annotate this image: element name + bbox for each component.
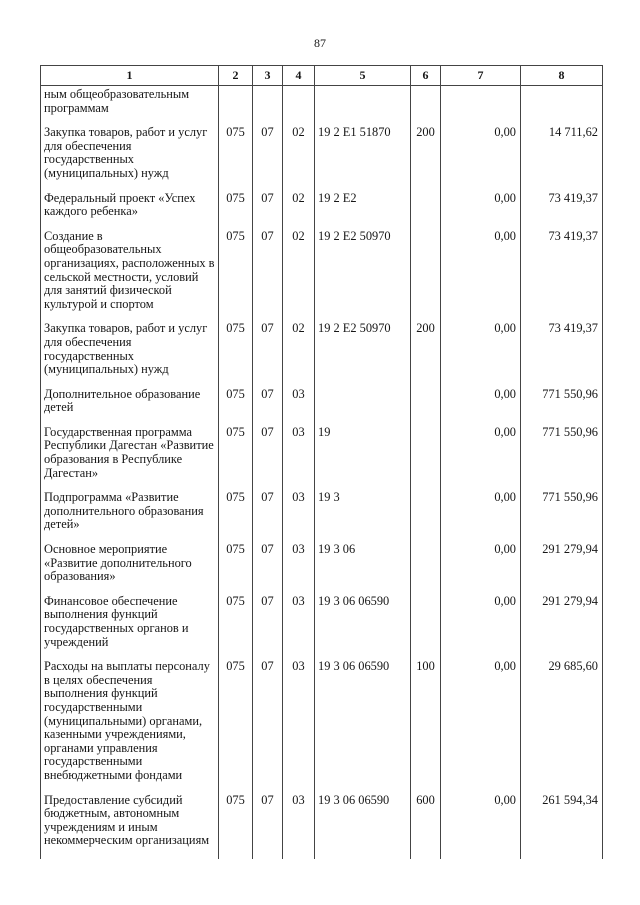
ministry-code: 075 (219, 491, 253, 543)
amount-col8: 771 550,96 (521, 491, 603, 543)
amount-col7: 0,00 (441, 126, 521, 191)
ministry-code: 075 (219, 388, 253, 426)
target-article-code: 19 3 (315, 491, 411, 543)
amount-col7: 0,00 (441, 543, 521, 595)
row-description: Федеральный проект «Успех каждого ребенка» (41, 192, 219, 230)
budget-table-container (40, 65, 602, 848)
row-description: Расходы на выплаты персоналу в целях обеспечения выполнения функций государственными (муниципальными) органами, казенными учреждениями, органами управления государственными внебюджетными фондами (41, 660, 219, 793)
section-code: 07 (253, 230, 283, 323)
section-code: 07 (253, 660, 283, 793)
row-description: ным общеобразовательным программам (41, 86, 219, 127)
table-row (41, 192, 603, 230)
row-description: Государственная программа Республики Дагестан «Развитие образования в Республике Дагестан» (41, 426, 219, 491)
subsection-code: 02 (283, 126, 315, 191)
table-row (41, 543, 603, 595)
row-description: Предоставление субсидий бюджетным, автономным учреждениям и иным некоммерческим организациям (41, 794, 219, 859)
expense-type-code (411, 543, 441, 595)
expense-type-code: 200 (411, 322, 441, 387)
target-article-code: 19 (315, 426, 411, 491)
amount-col7: 0,00 (441, 322, 521, 387)
amount-col8: 291 279,94 (521, 595, 603, 660)
column-header: 5 (315, 66, 411, 86)
table-row (41, 126, 603, 191)
ministry-code: 075 (219, 192, 253, 230)
page-number: 87 (314, 36, 326, 50)
amount-col8: 771 550,96 (521, 388, 603, 426)
table-row (41, 388, 603, 426)
amount-col7: 0,00 (441, 192, 521, 230)
row-description: Создание в общеобразовательных организациях, расположенных в сельской местности, условий для занятий физической культурой и спортом (41, 230, 219, 323)
row-description: Закупка товаров, работ и услуг для обеспечения государственных (муниципальных) нужд (41, 126, 219, 191)
table-row (41, 230, 603, 323)
amount-col7: 0,00 (441, 426, 521, 491)
ministry-code (219, 86, 253, 127)
ministry-code: 075 (219, 322, 253, 387)
section-code: 07 (253, 388, 283, 426)
expense-type-code (411, 192, 441, 230)
amount-col8: 14 711,62 (521, 126, 603, 191)
section-code (253, 86, 283, 127)
section-code: 07 (253, 491, 283, 543)
expense-type-code (411, 230, 441, 323)
section-code: 07 (253, 426, 283, 491)
column-header: 1 (41, 66, 219, 86)
ministry-code: 075 (219, 794, 253, 859)
amount-col8: 771 550,96 (521, 426, 603, 491)
amount-col8: 261 594,34 (521, 794, 603, 859)
amount-col7 (441, 86, 521, 127)
amount-col7: 0,00 (441, 388, 521, 426)
section-code: 07 (253, 322, 283, 387)
amount-col8: 29 685,60 (521, 660, 603, 793)
target-article-code (315, 86, 411, 127)
table-row (41, 426, 603, 491)
section-code: 07 (253, 595, 283, 660)
ministry-code: 075 (219, 126, 253, 191)
column-header: 7 (441, 66, 521, 86)
table-header-row (41, 66, 603, 86)
subsection-code: 03 (283, 595, 315, 660)
amount-col8: 73 419,37 (521, 192, 603, 230)
budget-table (40, 65, 603, 859)
expense-type-code (411, 86, 441, 127)
amount-col8: 73 419,37 (521, 230, 603, 323)
table-row (41, 794, 603, 859)
amount-col7: 0,00 (441, 595, 521, 660)
target-article-code: 19 3 06 06590 (315, 660, 411, 793)
expense-type-code (411, 491, 441, 543)
column-header: 2 (219, 66, 253, 86)
expense-type-code (411, 595, 441, 660)
subsection-code (283, 86, 315, 127)
target-article-code: 19 2 E2 (315, 192, 411, 230)
amount-col7: 0,00 (441, 794, 521, 859)
amount-col7: 0,00 (441, 660, 521, 793)
column-header: 8 (521, 66, 603, 86)
ministry-code: 075 (219, 543, 253, 595)
ministry-code: 075 (219, 426, 253, 491)
expense-type-code: 600 (411, 794, 441, 859)
target-article-code: 19 3 06 06590 (315, 794, 411, 859)
expense-type-code (411, 426, 441, 491)
expense-type-code (411, 388, 441, 426)
ministry-code: 075 (219, 595, 253, 660)
target-article-code: 19 2 E2 50970 (315, 230, 411, 323)
target-article-code: 19 3 06 (315, 543, 411, 595)
row-description: Закупка товаров, работ и услуг для обеспечения государственных (муниципальных) нужд (41, 322, 219, 387)
table-row (41, 491, 603, 543)
subsection-code: 02 (283, 192, 315, 230)
section-code: 07 (253, 794, 283, 859)
subsection-code: 03 (283, 543, 315, 595)
expense-type-code: 200 (411, 126, 441, 191)
column-header: 4 (283, 66, 315, 86)
table-row (41, 322, 603, 387)
target-article-code (315, 388, 411, 426)
table-row (41, 595, 603, 660)
subsection-code: 03 (283, 491, 315, 543)
subsection-code: 03 (283, 388, 315, 426)
subsection-code: 03 (283, 426, 315, 491)
row-description: Подпрограмма «Развитие дополнительного образования детей» (41, 491, 219, 543)
amount-col8 (521, 86, 603, 127)
row-description: Финансовое обеспечение выполнения функций государственных органов и учреждений (41, 595, 219, 660)
column-header: 6 (411, 66, 441, 86)
amount-col8: 291 279,94 (521, 543, 603, 595)
section-code: 07 (253, 126, 283, 191)
column-header: 3 (253, 66, 283, 86)
ministry-code: 075 (219, 230, 253, 323)
row-description: Дополнительное образование детей (41, 388, 219, 426)
subsection-code: 03 (283, 794, 315, 859)
section-code: 07 (253, 192, 283, 230)
table-row (41, 86, 603, 127)
amount-col8: 73 419,37 (521, 322, 603, 387)
amount-col7: 0,00 (441, 230, 521, 323)
target-article-code: 19 3 06 06590 (315, 595, 411, 660)
section-code: 07 (253, 543, 283, 595)
table-row (41, 660, 603, 793)
target-article-code: 19 2 E1 51870 (315, 126, 411, 191)
ministry-code: 075 (219, 660, 253, 793)
target-article-code: 19 2 E2 50970 (315, 322, 411, 387)
expense-type-code: 100 (411, 660, 441, 793)
subsection-code: 03 (283, 660, 315, 793)
row-description: Основное мероприятие «Развитие дополнительного образования» (41, 543, 219, 595)
subsection-code: 02 (283, 230, 315, 323)
amount-col7: 0,00 (441, 491, 521, 543)
subsection-code: 02 (283, 322, 315, 387)
